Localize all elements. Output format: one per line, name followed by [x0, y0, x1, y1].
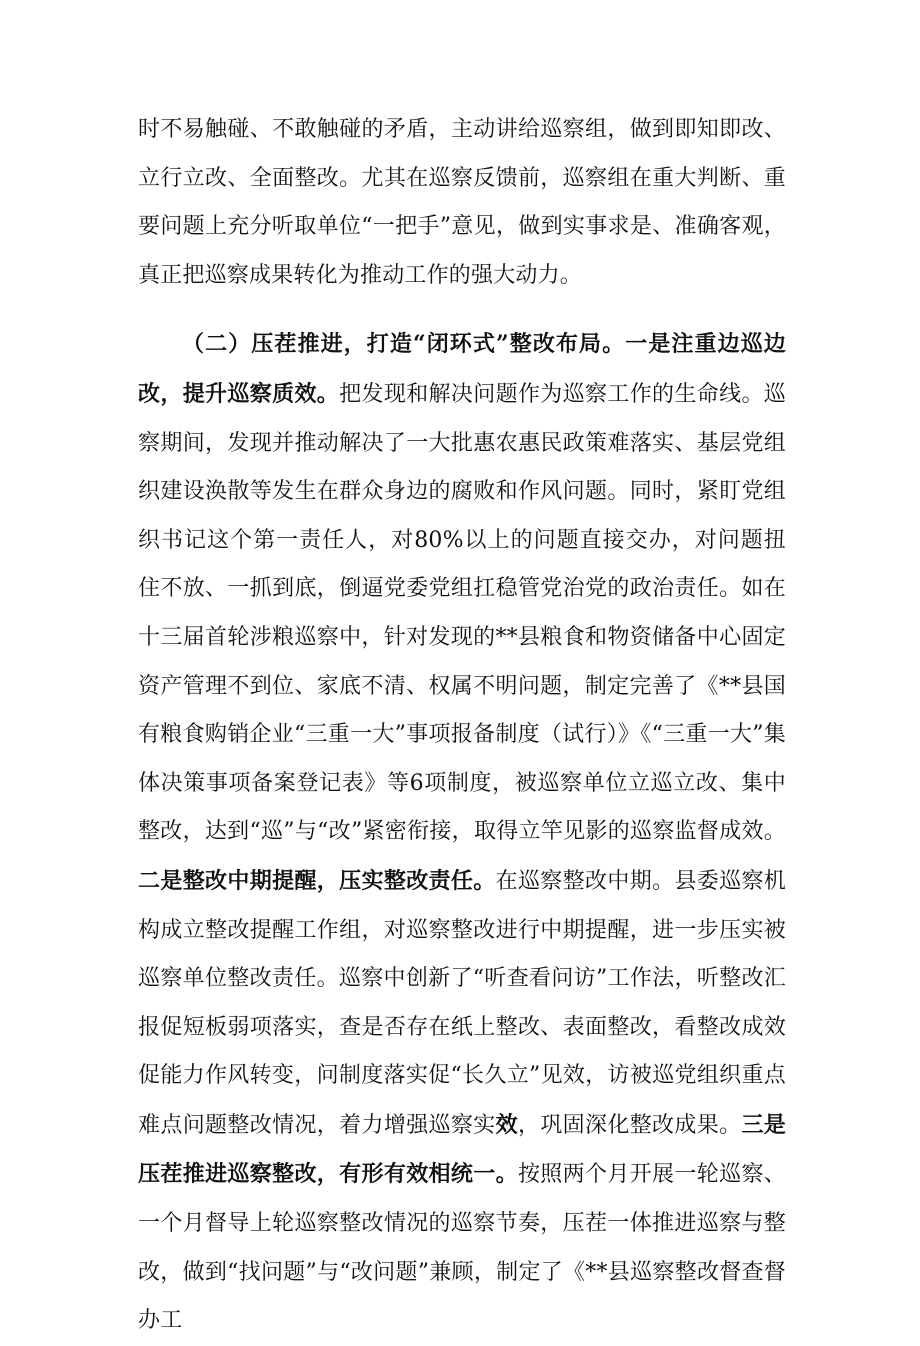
- section-heading: （二）压茬推进，打造“闭环式”整改布局。: [182, 331, 626, 358]
- document-page: [138, 106, 786, 1346]
- paragraph-continued: 时不易触碰、不敢触碰的矛盾，主动讲给巡察组，做到即知即改、立行立改、全面整改。尤其在巡察反馈前，巡察组在重大判断、重要问题上充分听取单位“一把手”意见，做到实事求是、准确客观，真正把巡察成果转化为推动工作的强大动力。: [138, 117, 786, 288]
- point-two-body: 在巡察整改中期。县委巡察机构成立整改提醒工作组，对巡察整改进行中期提醒，进一步压实被巡察单位整改责任。巡察中创新了“听查看问访”工作法，听整改汇报促短板弱项落实，查是否存在纸上整改、表面整改，看整改成效促能力作风转变，问制度落实促“长久立”见效，访被巡党组织重点难点问题整改情况，着力增强巡察实: [138, 868, 787, 1138]
- point-three-title: 三是压茬推进巡察整改，有形有效相统一。: [138, 1111, 787, 1188]
- point-one-body: 把发现和解决问题作为巡察工作的生命线。巡察期间，发现并推动解决了一大批惠农惠民政策难落实、基层党组织建设涣散等发生在群众身边的腐败和作风问题。同时，紧盯党组织书记这个第一责任人，对80%以上的问题直接交办，对问题扭住不放、一抓到底，倒逼党委党组扛稳管党治党的政治责任。如在十三届首轮涉粮巡察中，针对发现的**县粮食和物资储备中心固定资产管理不到位、家底不清、权属不明问题，制定完善了《**县国有粮食购销企业“三重一大”事项报备制度（试行）》《“三重一大”集体决策事项备案登记表》等6项制度，被巡察单位立巡立改、集中整改，达到“巡”与“改”紧密衔接，取得立竿见影的巡察监督成效。: [138, 381, 786, 845]
- point-one-title: 一是注重边巡边改，提升巡察质效。: [138, 331, 786, 407]
- paragraph-section-two: [138, 320, 786, 1345]
- point-two-title: 二是整改中期提醒，压实整改责任。: [138, 867, 496, 894]
- point-two-bold-char: 效: [495, 1111, 518, 1138]
- point-two-body-end: ，巩固深化整改成果。: [517, 1112, 742, 1138]
- point-three-body: 按照两个月开展一轮巡察、一个月督导上轮巡察整改情况的巡察节奏，压茬一体推进巡察与整改，做到“找问题”与“改问题”兼顾，制定了《**县巡察整改督查督办工: [138, 1162, 786, 1334]
